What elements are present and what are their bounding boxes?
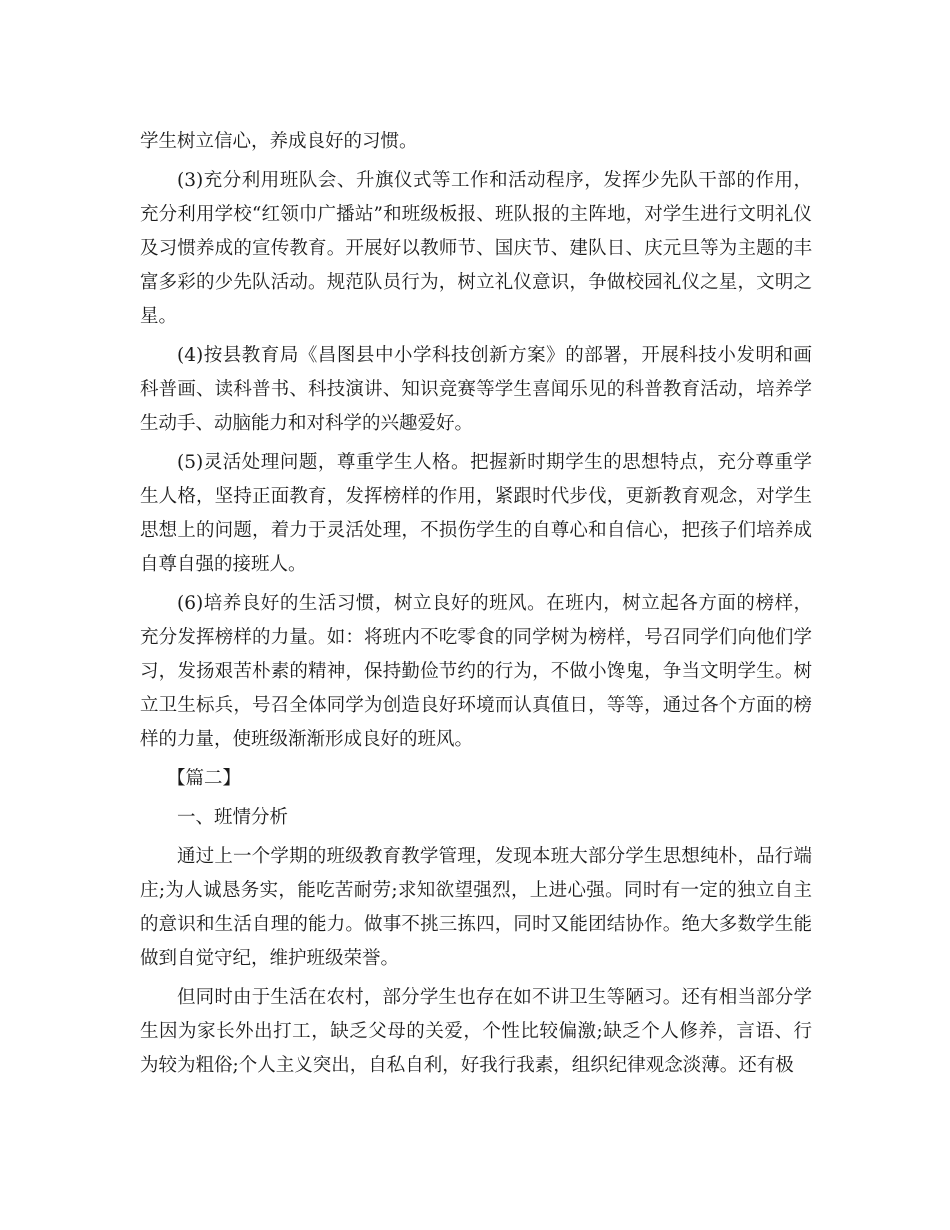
paragraph-class-analysis-1: 通过上一个学期的班级教育教学管理，发现本班大部分学生思想纯朴，品行端庄;为人诚恳务实，能吃苦耐劳;求知欲望强烈，上进心强。同时有一定的独立自主的意识和生活自理的能力。做事不挑三拣四，同时又能团结协作。绝大多数学生能做到自觉守纪，维护班级荣誉。 bbox=[140, 846, 812, 969]
paragraph-item-5: (5)灵活处理问题，尊重学生人格。把握新时期学生的思想特点，充分尊重学生人格，坚持正面教育，发挥榜样的作用，紧跟时代步伐，更新教育观念，对学生思想上的问题，着力于灵活处理，不损伤学生的自尊心和自信心，把孩子们培养成自尊自强的接班人。 bbox=[140, 452, 812, 575]
paragraph-item-6: (6)培养良好的生活习惯，树立良好的班风。在班内，树立起各方面的榜样，充分发挥榜样的力量。如：将班内不吃零食的同学树为榜样，号召同学们向他们学习，发扬艰苦朴素的精神，保持勤俭节约的行为，不做小馋鬼，争当文明学生。树立卫生标兵，号召全体同学为创造良好环境而认真值日，等等，通过各个方面的榜样的力量，使班级渐渐形成良好的班风。 bbox=[140, 593, 812, 750]
paragraph-continuation: 学生树立信心，养成良好的习惯。 bbox=[140, 131, 418, 152]
paragraph-item-4: (4)按县教育局《昌图县中小学科技创新方案》的部署，开展科技小发明和画科普画、读科普书、科技演讲、知识竞赛等学生喜闻乐见的科普教育活动，培养学生动手、动脑能力和对科学的兴趣爱好。 bbox=[140, 345, 812, 434]
subheading-class-analysis: 一、班情分析 bbox=[177, 807, 289, 828]
document-page bbox=[140, 125, 812, 1088]
paragraph-class-analysis-2: 但同时由于生活在农村，部分学生也存在如不讲卫生等陋习。还有相当部分学生因为家长外出打工，缺乏父母的关爱，个性比较偏激;缺乏个人修养，言语、行为较为粗俗;个人主义突出，自私自利，好我行我素，组织纪律观念淡薄。还有极 bbox=[140, 987, 812, 1076]
section-heading: 【篇二】 bbox=[167, 768, 242, 789]
paragraph-item-3: (3)充分利用班队会、升旗仪式等工作和活动程序，发挥少先队干部的作用，充分利用学校“红领巾广播站”和班级板报、班队报的主阵地，对学生进行文明礼仪及习惯养成的宣传教育。开展好以教师节、国庆节、建队日、庆元旦等为主题的丰富多彩的少先队活动。规范队员行为，树立礼仪意识，争做校园礼仪之星，文明之星。 bbox=[140, 170, 812, 327]
